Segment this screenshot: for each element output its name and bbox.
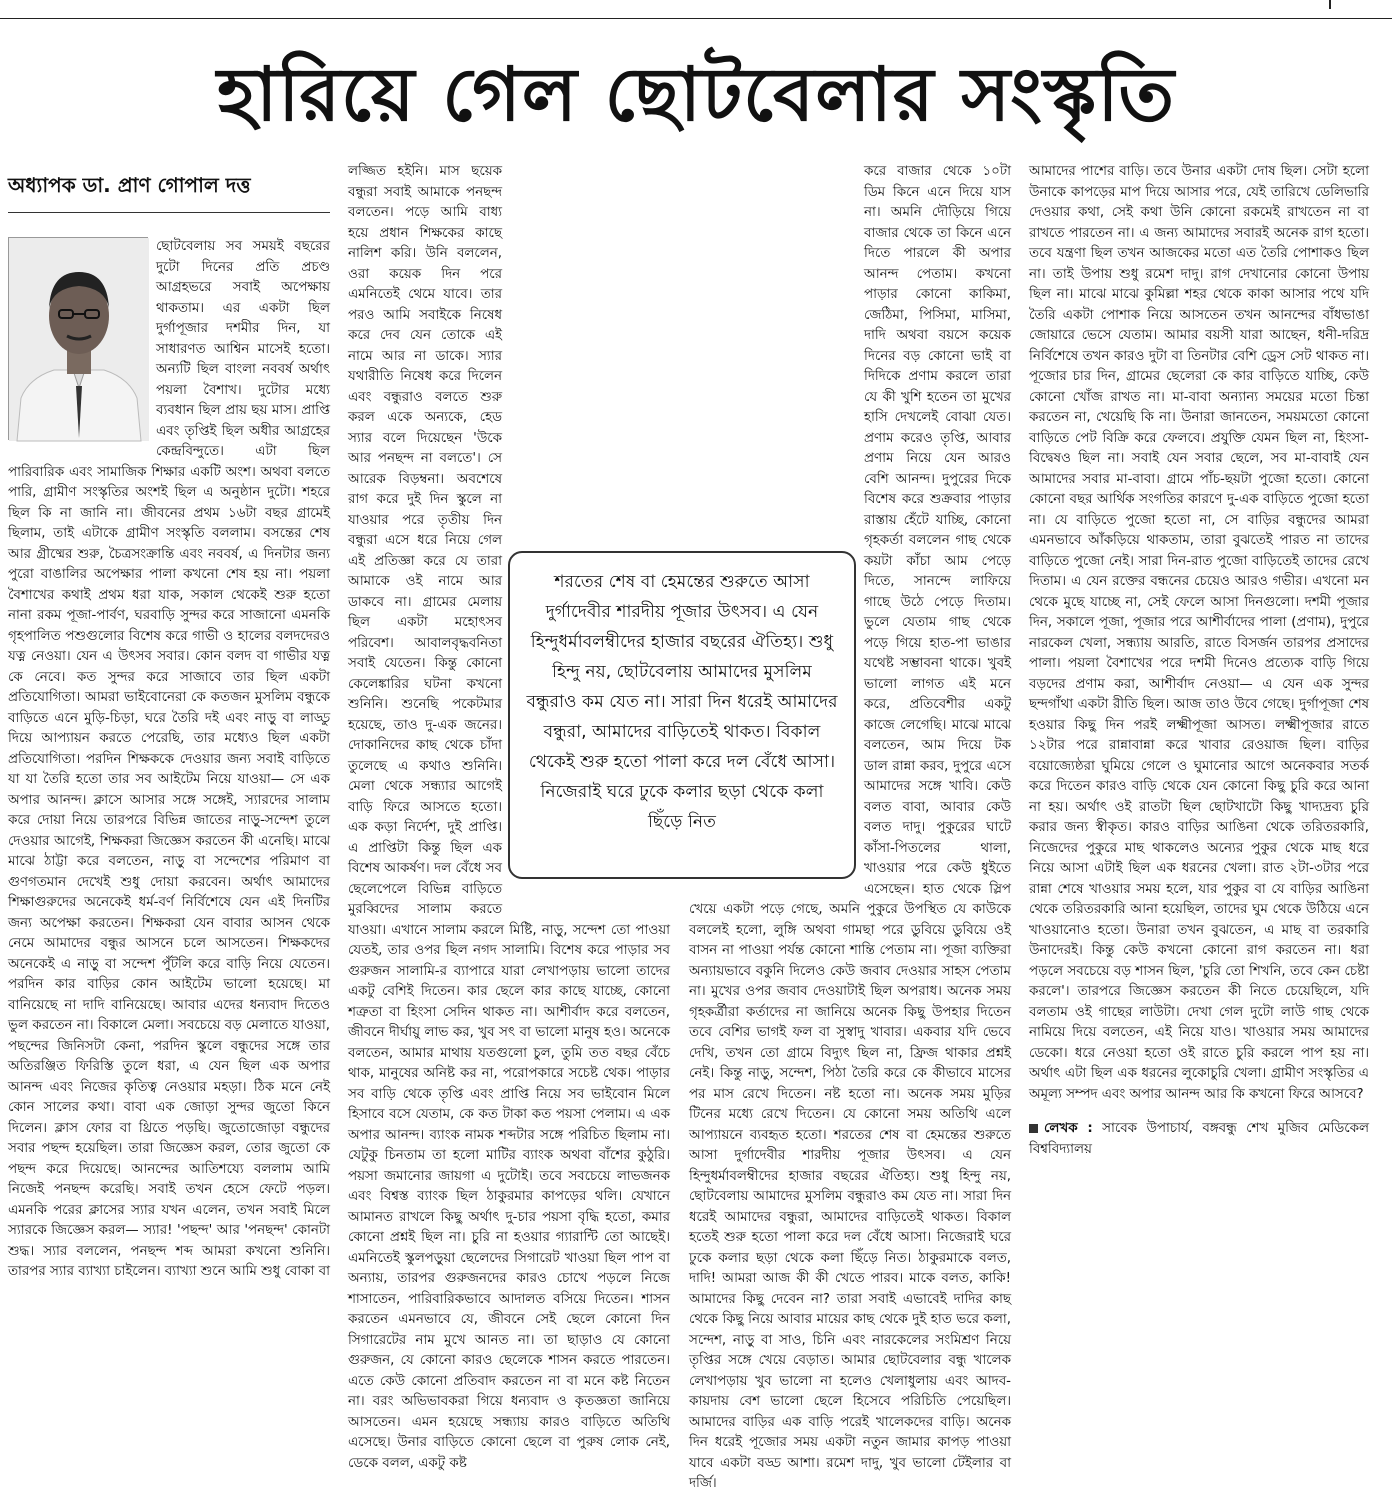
column-3-text: করে বাজার থেকে ১০টা ডিম কিনে এনে দিয়ে যাস না। অমনি দৌড়িয়ে গিয়ে বাজার থেকে তা কিনে এনে দিতে পারলে কী অপার আনন্দ পেতাম। কখনো পাড়ার কোনো কাকিমা, জেঠিমা, পিসিমা, মাসিমা, দাদি অথবা বয়সে কয়েক দিনের বড় কোনো ভাই বা দিদিকে প্রণাম করলে তারা যে কী খুশি হতেন তা মুখের হাসি দেখলেই বোঝা যেত। প্রণাম করেও তৃপ্তি, আবার প্রণাম নিয়ে যেন আরও বেশি আনন্দ। দুপুরের দিকে বিশেষ করে শুক্রবার পাড়ার রাস্তায় হেঁটে যাচ্ছি, কোনো গৃহকর্তা বললেন গাছ থেকে কয়টা কাঁচা আম পেড়ে দিতে, সানন্দে লাফিয়ে গাছে উঠে পেড়ে দিতাম। ভুলে যেতাম গাছ থেকে পড়ে গিয়ে হাত-পা ভাঙার যথেষ্ট সম্ভাবনা থাকে। খুবই ভালো লাগত এই মনে করে, প্রতিবেশীর একটু কাজে লেগেছি। মাঝে মাঝে বলতেন, আম দিয়ে টক ডাল রান্না করব, দুপুরে এসে আমাদের সঙ্গে খাবি। কেউ বলত বাবা, আবার কেউ বলত দাদু। পুকুরের ঘাটে কাঁসা-পিতলের থালা, খাওয়ার পরে কেউ ধুইতে এসেছেন। হাত থেকে স্লিপ খেয়ে একটা পড়ে গেছে, অমনি পুকুরে উপস্থিত যে কাউকে বললেই হলো, লুঙ্গি অথবা গামছা পরে ডুবিয়ে ডুবিয়ে ওই বাসন না পাওয়া পর্যন্ত কোনো শান্তি পেতাম না। পূজা ব্যক্তিরা অন্যায়ভাবে বকুনি দিলেও কেউ জবাব দেওয়ার সাহস পেতাম না। মুখের ওপর জবাব দেওয়াটাই ছিল অপরাধ। অনেক সময় গৃহকর্ত্রীরা কর্তাদের না জানিয়ে অনেক কিছু উপহার দিতেন তবে বেশির ভাগই ফল বা সুস্বাদু খাবার। একবার যদি ভেবে দেখি, তখন তো গ্রামে বিদ্যুৎ ছিল না, ফ্রিজ থাকার প্রশ্নই নেই। কিন্তু নাড়ু, সন্দেশ, পিঠা তৈরি করে কে কীভাবে মাসের পর মাস রেখে দিতেন। নষ্ট হতো না। অনেক সময় মুড়ির টিনের মধ্যে রেখে দিতেন। যে কোনো সময় অতিথি এলে আপ্যায়নে ব্যবহৃত হতো। শরতের শেষ বা হেমন্তের শুরুতে আসা দুর্গাদেবীর শারদীয় পূজার উৎসব। এ যেন হিন্দুধর্মাবলম্বীদের হাজার বছরের ঐতিহ্য। শুধু হিন্দু নয়, ছোটবেলায় আমাদের মুসলিম বন্ধুরাও কম যেত না। সারা দিন ধরেই আমাদের বন্ধুরা, আমাদের বাড়িতেই থাকত। বিকাল হতেই শুরু হতো পালা করে দল বেঁধে আসা। নিজেরাই ঘরে ঢুকে কলার ছড়া থেকে কলা ছিঁড়ে নিত। ঠাকুরমাকে বলত, দাদি! আমরা আজ কী কী খেতে পারব। মাকে বলত, কাকি! আমাদের কিছু দেবেন না? তারা সবাই এভাবেই দাদির কাছ থেকে কিছু নিয়ে আবার মায়ের কাছ থেকে দুই হাত ভরে কলা, সন্দেশ, নাড়ু বা সাও, চিনি এবং নারকেলের সংমিশ্রণ নিয়ে তৃপ্তির সঙ্গে খেয়ে বেড়াত। আমার ছোটবেলার বন্ধু খালেক লেখাপড়ায় খুব ভালো না হলেও খেলাধুলায় এবং আদব-কায়দায় বেশ ভালো ছেলে হিসেবে পরিচিতি পেয়েছিল। আমাদের বাড়ির এক বাড়ি পরেই খালেকদের বাড়ি। অনেক দিন ধরেই পূজোর সময় একটা নতুন জামার কাপড় পাওয়া যাবে একটা বড্ড আশা। রমেশ দাদু, খুব ভালো টেইলার বা দর্জি। xyxy=(689,164,1011,1491)
article-column-4 xyxy=(1029,162,1369,1217)
author-note xyxy=(1029,1119,1369,1160)
column-4-text: আমাদের পাশের বাড়ি। তবে উনার একটা দোষ ছিল। সেটা হলো উনাকে কাপড়ের মাপ দিয়ে আসার পরে, যেই তারিখে ডেলিভারি দেওয়ার কথা, সেই কথা উনি কোনো রকমেই রাখতেন না বা রাখতে পারতেন না। এ জন্য আমাদের সবারই অনেক রাগ হতো। তবে যন্ত্রণা ছিল তখন আজকের মতো এত তৈরি পোশাকও ছিল না। তাই উপায় শুধু রমেশ দাদু। রাগ দেখানোর কোনো উপায় ছিল না। মাঝে মাঝে কুমিল্লা শহর থেকে কাকা আসার পথে যদি তৈরি একটা পোশাক নিয়ে আসতেন তখন আনন্দের বাঁধভাঙা জোয়ারে ভেসে যেতাম। আমার বয়সী যারা আছেন, ধনী-দরিদ্র নির্বিশেষে তখন কারও দুটা বা তিনটার বেশি ড্রেস সেট থাকত না। পূজোর চার দিন, গ্রামের ছেলেরা কে কার বাড়িতে যাচ্ছি, কেউ কোনো খোঁজ রাখত না। মা-বাবা অন্যান্য সময়ের মতো চিন্তা করতেন না, খেয়েছি কি না। উনারা জানতেন, সময়মতো কোনো বাড়িতে পেট বিক্রি করে ফেলবে। প্রযুক্তি যেমন ছিল না, হিংসা-বিদ্বেষও ছিল না। সবাই যেন সবার ছেলে, সব মা-বাবাই যেন আমাদের সবার মা-বাবা। গ্রামে পাঁচ-ছয়টা পুজো হতো। কোনো কোনো বছর আর্থিক সংগতির কারণে দু-এক বাড়িতে পুজো হতো না। যে বাড়িতে পুজো হতো না, সে বাড়ির বন্ধুদের আমরা এমনভাবে আঁকড়িয়ে থাকতাম, তারা বুঝতেই পারত না তাদের বাড়িতে পুজো নেই। সারা দিন-রাত পুজো বাড়িতেই তাদের রেখে দিতাম। এ যেন রক্তের বন্ধনের চেয়েও আরও গভীর। এখনো মন থেকে মুছে যাচ্ছে না, সেই ফেলে আসা দিনগুলো। দশমী পূজার দিন, সকালে পূজা, পূজার পরে আশীর্বাদের পালা (প্রণাম), দুপুরে নারকেল খেলা, সন্ধ্যায় আরতি, রাতে বিসর্জন তারপর প্রসাদের পালা। পয়লা বৈশাখের পরে দশমী দিনেও প্রত্যেক বাড়ি গিয়ে বড়দের প্রণাম করা, আশীর্বাদ নেওয়া— এ যেন এক সুন্দর ছন্দগাঁথা একটা রীতি ছিল। আজ তাও উবে গেছে। দুর্গাপূজা শেষ হওয়ার কিছু দিন পরই লক্ষ্মীপূজা আসত। লক্ষ্মীপূজার রাতে ১২টার পরে রান্নাবান্না করে খাবার রেওয়াজ ছিল। বাড়ির বয়োজ্যেষ্ঠরা ঘুমিয়ে গেলে ও ঘুমানোর আগে অনেকবার সতর্ক করে দিতেন কারও বাড়ি থেকে যেন কোনো কিছু চুরি করে আনা না হয়। অর্থাৎ ওই রাতটা ছিল ছোটখাটো কিছু খাদ্যদ্রব্য চুরি করার জন্য স্বীকৃত। কারও বাড়ির আঙিনা থেকে তরিতরকারি, নিজেদের পুকুরে মাছ থাকলেও অন্যের পুকুর থেকে মাছ ধরে নিয়ে আসা এটাই ছিল এক ধরনের খেলা। রাত ২টা-৩টার পরে রান্না শেষে খাওয়ার সময় হলে, যার পুকুর বা যে বাড়ির আঙিনা থেকে তরিতরকারি আনা হয়েছিল, তাদের ঘুম থেকে উঠিয়ে এনে খাওয়ানোও হতো। উনারা তখন বুঝতেন, এ মাছ বা তরকারি উনাদেরই। কিন্তু কেউ কখনো কোনো রাগ করতেন না। ধরা পড়লে সবচেয়ে বড় শাসন ছিল, 'চুরি তো শিখনি, তবে কেন চেষ্টা করলে'। তারপরে জিজ্ঞেস করতেন কী নিতে চেয়েছিলে, যদি বলতাম ওই গাছের লাউটা। দেখা গেল দুটো লাউ গাছ থেকে নামিয়ে দিয়ে বলতেন, এই নিয়ে যাও। খাওয়ার সময় আমাদের ডেকো। ধরে নেওয়া হতো ওই রাতে চুরি করলে পাপ হয় না। অর্থাৎ এটা ছিল এক ধরনের লুকোচুরি খেলা। গ্রামীণ সংস্কৃতির এ অমূল্য সম্পদ এবং অপার আনন্দ আর কি কখনো ফিরে আসবে? xyxy=(1029,164,1369,1102)
square-bullet-icon xyxy=(1029,1124,1038,1133)
top-tick xyxy=(1329,0,1331,9)
author-note-label: লেখক : xyxy=(1044,1121,1093,1136)
pull-quote-box xyxy=(508,551,856,879)
byline: অধ্যাপক ডা. প্রাণ গোপাল দত্ত xyxy=(8,173,251,197)
column-1-text: ছোটবেলায় সব সময়ই বছরের দুটো দিনের প্রতি প্রচণ্ড আগ্রহভরে সবাই অপেক্ষায় থাকতাম। এর একটা ছিল দুর্গাপূজার দশমীর দিন, যা সাধারণত আশ্বিন মাসেই হতো। অন্যটি ছিল বাংলা নববর্ষ অর্থাৎ পয়লা বৈশাখ। দুটোর মধ্যে ব্যবধান ছিল প্রায় ছয় মাস। প্রাপ্তি এবং তৃপ্তিই ছিল অধীর আগ্রহের কেন্দ্রবিন্দুতে। এটা ছিল পারিবারিক এবং সামাজিক শিক্ষার একটি অংশ। অথবা বলতে পারি, গ্রামীণ সংস্কৃতির অংশই ছিল এ অনুষ্ঠান দুটো। শহরে ছিল কি না জানি না। জীবনের প্রথম ১৬টা বছর গ্রামেই ছিলাম, তাই এটাকে গ্রামীণ সংস্কৃতি বললাম। বসন্তের শেষ আর গ্রীষ্মের শুরু, চৈত্রসংক্রান্তি এবং নববর্ষ, এ দিনটার জন্য পুরো বাঙালির অপেক্ষার পালা কখনো শেষ হয় না। পয়লা বৈশাখের কথাই প্রথম ধরা যাক, সকাল থেকেই শুরু হতো নানা রকম পূজা-পার্বণ, ঘরবাড়ি সুন্দর করে সাজানো এমনকি গৃহপালিত পশুগুলোর বিশেষ করে গাভী ও হালের বলদদেরও যত্ন নেওয়া। যেন এ উৎসব সবার। কোন বলদ বা গাভীর যত্ন কে নেবে। কত সুন্দর করে সাজাবে তার ছিল একটা প্রতিযোগিতা। আমরা ভাইবোনেরা কে কতজন মুসলিম বন্ধুকে বাড়িতে এনে মুড়ি-চিড়া, ঘরে তৈরি দই এবং নাড়ু বা লাড্ডু দিয়ে আপ্যায়ন করতে পেরেছি, তার মধ্যেও ছিল একটা প্রতিযোগিতা। পরদিন শিক্ষককে দেওয়ার জন্য সবাই বাড়িতে যা যা তৈরি হতো তার সব আইটেম নিয়ে যাওয়া— সে এক অপার আনন্দ। ক্লাসে আসার সঙ্গে সঙ্গেই, স্যারদের সালাম করে দোয়া নিয়ে তারপরে বিভিন্ন জাতের নাড়ু-সন্দেশ তুলে দেওয়ার আগেই, শিক্ষকরা জিজ্ঞেস করতেন কী এনেছি। মাঝে মাঝে ঠাট্টা করে বলতেন, নাড়ু বা সন্দেশের পরিমাণ বা গুণগতমান দেখেই শুধু দোয়া করবেন। অর্থাৎ আমাদের শিক্ষাগুরুদের অনেকেই ধর্ম-বর্ণ নির্বিশেষে যেন এই দিনটির জন্য অপেক্ষা করতেন। শিক্ষকরা যেন বাবার আসন থেকে নেমে আমাদের বন্ধুর আসনে চলে আসতেন। শিক্ষকদের অনেকেই এ নাড়ু বা সন্দেশ পুঁটলি করে বাড়ি নিয়ে যেতেন। পরদিন কার বাড়ির কোন আইটেম ভালো হয়েছে। মা বানিয়েছে না দাদি বানিয়েছে। আবার এদের ধন্যবাদ দিতেও ভুল করতেন না। বিকালে মেলা। সবচেয়ে বড় মেলাতে যাওয়া, পছন্দের জিনিসটা কেনা, পরদিন স্কুলে বন্ধুদের সঙ্গে তার অতিরঞ্জিত ফিরিস্তি তুলে ধরা, এ যেন ছিল এক অপার আনন্দ এবং নিজের কৃতিত্ব নেওয়ার মহড়া। ঠিক মনে নেই কোন সালের কথা। বাবা এক জোড়া সুন্দর জুতো কিনে দিলেন। ক্লাস ফোর বা থ্রিতে পড়ছি। জুতোজোড়া বন্ধুদের সবার পছন্দ হয়েছিল। তারা জিজ্ঞেস করল, তোর জুতো কে পছন্দ করে দিয়েছে। আনন্দের আতিশয্যে বললাম আমি নিজেই পনছন্দ করেছি। সবাই তখন হেসে ফেটে পড়ল। এমনকি পরের ক্লাসের স্যার যখন এলেন, তখন সবাই মিলে স্যারকে জিজ্ঞেস করল— স্যার! 'পছন্দ' আর 'পনছন্দ' কোনটা শুদ্ধ। স্যার বললেন, পনছন্দ শব্দ আমরা কখনো শুনিনি। তারপর স্যার ব্যাখ্যা চাইলেন। ব্যাখ্যা শুনে আমি শুধু বোকা বা xyxy=(8,239,330,1279)
author-note-text: সাবেক উপাচার্য, বঙ্গবন্ধু শেখ মুজিব মেডিকেল বিশ্ববিদ্যালয় xyxy=(1029,1121,1370,1157)
headline: হারিয়ে গেল ছোটবেলার সংস্কৃতি xyxy=(216,52,1176,138)
top-rule xyxy=(0,18,1392,19)
photo-spacer xyxy=(8,237,156,443)
byline-rule xyxy=(8,212,330,213)
column-2-text: লজ্জিত হইনি। মাস ছয়েক বন্ধুরা সবাই আমাকে পনছন্দ বলতেন। পড়ে আমি বাধ্য হয়ে প্রধান শিক্ষকের কাছে নালিশ করি। উনি বললেন, ওরা কয়েক দিন পরে এমনিতেই থেমে যাবে। তার পরও আমি সবাইকে নিষেধ করে দেব যেন তোকে এই নামে আর না ডাকে। স্যার যথারীতি নিষেধ করে দিলেন এবং বন্ধুরাও বলতে শুরু করল একে অন্যকে, হেড স্যার বলে দিয়েছেন 'উকে আর পনছন্দ না বলতে'। সে আরেক বিড়ম্বনা। অবশেষে রাগ করে দুই দিন স্কুলে না যাওয়ার পরে তৃতীয় দিন বন্ধুরা এসে ধরে নিয়ে গেল এই প্রতিজ্ঞা করে যে তারা আমাকে ওই নামে আর ডাকবে না। গ্রামের মেলায় ছিল একটা মহোৎসব পরিবেশ। আবালবৃদ্ধবনিতা সবাই যেতেন। কিন্তু কোনো কেলেঙ্কারির ঘটনা কখনো শুনিনি। শুনেছি পকেটমার হয়েছে, তাও দু-এক জনের। দোকানিদের কাছ থেকে চাঁদা তুলেছে এ কথাও শুনিনি। মেলা থেকে সন্ধ্যার আগেই বাড়ি ফিরে আসতে হতো। এক কড়া নির্দেশ, দুই প্রাপ্তি। এ প্রাপ্তিটা কিন্তু ছিল এক বিশেষ আকর্ষণ। দল বেঁধে সব ছেলেপেলে বিভিন্ন বাড়িতে মুরব্বিদের সালাম করতে যাওয়া। এখানে সালাম করলে মিষ্টি, নাড়ু, সন্দেশ তো পাওয়া যেতই, তার ওপর ছিল নগদ সালামি। বিশেষ করে পাড়ার সব গুরুজন সালামি-র ব্যাপারে যারা লেখাপড়ায় ভালো তাদের একটু বেশিই দিতেন। কার ছেলে কার কাছে যাচ্ছে, কোনো শত্রুতা বা হিংসা সেদিন থাকত না। আশীর্বাদ করে বলতেন, জীবনে দীর্ঘায়ু লাভ কর, খুব সৎ বা ভালো মানুষ হও। অনেকে বলতেন, আমার মাথায় যতগুলো চুল, তুমি তত বছর বেঁচে থাক, মানুষের অনিষ্ট কর না, পরোপকারে সচেষ্ট থেক। পাড়ার সব বাড়ি থেকে তৃপ্তি এবং প্রাপ্তি নিয়ে সব ভাইবোন মিলে হিসাবে বসে যেতাম, কে কত টাকা কত পয়সা পেলাম। এ এক অপার আনন্দ। ব্যাংক নামক শব্দটার সঙ্গে পরিচিত ছিলাম না। যেটুকু চিনতাম তা হলো মাটির ব্যাংক অথবা বাঁশের কুঠুরি। পয়সা জমানোর জায়গা এ দুটোই। তবে সবচেয়ে লাভজনক এবং বিশ্বস্ত ব্যাংক ছিল ঠাকুরমার কাপড়ের থলি। যেখানে আমানত রাখলে কিছু অর্থাৎ দু-চার পয়সা বৃদ্ধি হতো, কমার কোনো প্রশ্নই ছিল না। চুরি না হওয়ার গ্যারান্টি তো আছেই। এমনিতেই স্কুলপড়ুয়া ছেলেদের সিগারেট খাওয়া ছিল পাপ বা অন্যায়, তারপর গুরুজনদের কারও চোখে পড়লে নিজে শাসাতেন, পারিবারিকভাবে আদালত বসিয়ে দিতেন। শাসন করতেন এমনভাবে যে, জীবনে সেই ছেলে কোনো দিন সিগারেটের নাম মুখে আনত না। তা ছাড়াও যে কোনো গুরুজন, যে কোনো কারও ছেলেকে শাসন করতে পারতেন। এতে কেউ কোনো প্রতিবাদ করতেন না বা মনে কষ্ট নিতেন না। বরং অভিভাবকরা গিয়ে ধন্যবাদ ও কৃতজ্ঞতা জানিয়ে আসতেন। এমন হয়েছে সন্ধ্যায় কারও বাড়িতে অতিথি এসেছে। উনার বাড়িতে কোনো ছেলে বা পুরুষ লোক নেই, ডেকে বলল, একটু কষ্ট xyxy=(348,164,670,1471)
article-column-1 xyxy=(8,237,330,1279)
pull-quote-text: শরতের শেষ বা হেমন্তের শুরুতে আসা দুর্গাদেবীর শারদীয় পূজার উৎসব। এ যেন হিন্দুধর্মাবলম্বীদের হাজার বছরের ঐতিহ্য। শুধু হিন্দু নয়, ছোটবেলায় আমাদের মুসলিম বন্ধুরাও কম যেত না। সারা দিন ধরেই আমাদের বন্ধুরা, আমাদের বাড়িতেই থাকত। বিকাল থেকেই শুরু হতো পালা করে দল বেঁধে আসা। নিজেরাই ঘরে ঢুকে কলার ছড়া থেকে কলা ছিঁড়ে নিত xyxy=(526,572,838,832)
